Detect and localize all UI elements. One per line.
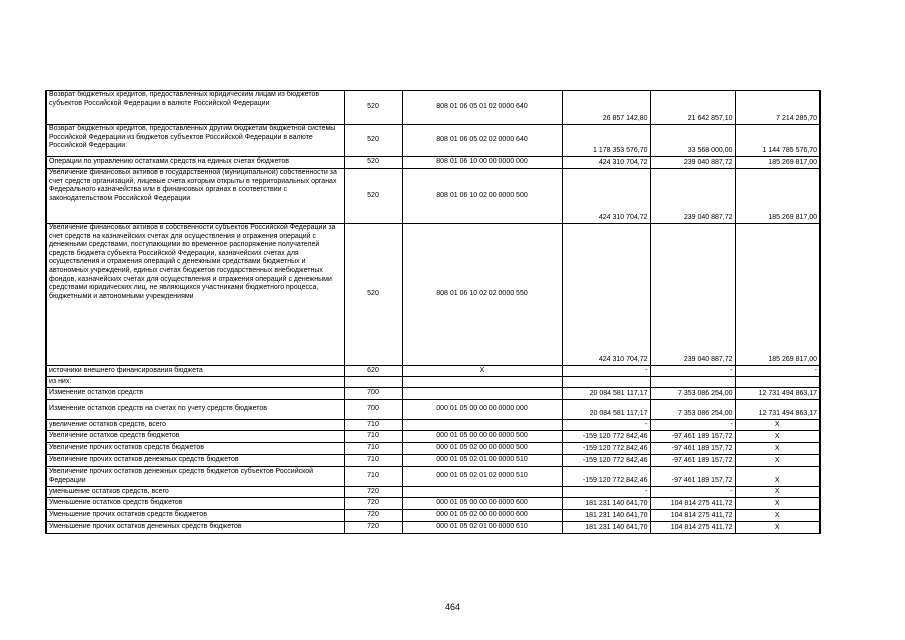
row-approved-cell: 181 231 140 641,70 [562,510,650,522]
row-name-cell: Уменьшение прочих остатков денежных средств бюджетов [46,522,344,534]
row-code-cell [344,377,402,388]
row-executed-cell: 7 353 086 254,00 [650,388,735,400]
row-approved-cell: 424 310 704,72 [562,157,650,169]
row-unexecuted-cell: - [735,366,820,377]
row-approved-cell: 20 084 581 117,17 [562,388,650,400]
row-executed-cell: - [650,487,735,498]
row-name-cell: Увеличение финансовых активов в собственности субъектов Российской Федерации за счет средств на казначейских счетах для осуществления и отражения операций с денежными средствами, поступающими во временное распоряжение получателей средств бюджета субъекта Российской Федерации, казначейских счетах для осуществления и отражения операций с денежными средствами бюджетных и автономных учреждений, единых счетах бюджетов государственных внебюджетных фондов, казначейских счетах для осуществления и отражения операций с денежными средствами юридических лиц, не являющихся участниками бюджетного процесса, бюджетными и автономными учреждениями [46,224,344,366]
table-row [46,366,820,377]
table-row [46,522,820,534]
row-name-cell: из них: [46,377,344,388]
row-kbk-cell: 000 01 05 02 00 00 0000 600 [402,510,562,522]
row-kbk-cell: 808 01 06 05 02 02 0000 640 [402,125,562,157]
row-kbk-cell [402,420,562,431]
row-kbk-cell [402,377,562,388]
row-executed-cell: -97 461 189 157,72 [650,467,735,487]
row-name-cell: Изменение остатков средств на счетах по учету средств бюджетов [46,400,344,420]
row-name-cell: Уменьшение прочих остатков средств бюджетов [46,510,344,522]
row-executed-cell: -97 461 189 157,72 [650,431,735,443]
row-name-cell: уменьшение остатков средств, всего [46,487,344,498]
row-code-cell: 710 [344,443,402,455]
row-kbk-cell: 808 01 06 05 01 02 0000 640 [402,91,562,125]
row-kbk-cell: 000 01 05 02 01 02 0000 510 [402,467,562,487]
table-row [46,443,820,455]
row-kbk-cell: 000 01 05 00 00 00 0000 500 [402,431,562,443]
row-code-cell: 520 [344,169,402,224]
table-row [46,125,820,157]
row-kbk-cell: X [402,366,562,377]
row-unexecuted-cell: X [735,420,820,431]
row-executed-cell [650,377,735,388]
row-unexecuted-cell: X [735,467,820,487]
row-code-cell: 710 [344,431,402,443]
row-kbk-cell: 000 01 05 02 01 00 0000 510 [402,455,562,467]
row-name-cell: Увеличение остатков средств бюджетов [46,431,344,443]
row-name-cell: Увеличение прочих остатков денежных средств бюджетов [46,455,344,467]
row-executed-cell: 21 642 857,10 [650,91,735,125]
row-code-cell: 720 [344,522,402,534]
row-approved-cell: - [562,420,650,431]
row-approved-cell: 181 231 140 641,70 [562,522,650,534]
row-code-cell: 720 [344,487,402,498]
row-unexecuted-cell: 7 214 285,70 [735,91,820,125]
row-code-cell: 710 [344,467,402,487]
table-row [46,431,820,443]
row-code-cell: 710 [344,455,402,467]
row-unexecuted-cell: X [735,510,820,522]
row-executed-cell: 104 814 275 411,72 [650,510,735,522]
row-name-cell: Увеличение прочих остатков средств бюджетов [46,443,344,455]
row-code-cell: 700 [344,388,402,400]
row-name-cell: Возврат бюджетных кредитов, предоставленных юридическим лицам из бюджетов субъектов Российской Федерации в валюте Российской Федерации [46,91,344,125]
row-unexecuted-cell: 12 731 494 863,17 [735,388,820,400]
page-number: 464 [444,602,461,612]
row-executed-cell: 239 040 887,72 [650,224,735,366]
row-kbk-cell: 000 01 05 02 00 00 0000 500 [402,443,562,455]
table-row [46,498,820,510]
row-unexecuted-cell: 185 269 817,00 [735,224,820,366]
row-unexecuted-cell: X [735,498,820,510]
row-executed-cell: 104 814 275 411,72 [650,498,735,510]
row-kbk-cell: 808 01 06 10 02 02 0000 550 [402,224,562,366]
table-row [46,400,820,420]
row-approved-cell: -159 120 772 842,46 [562,455,650,467]
row-executed-cell: 239 040 887,72 [650,157,735,169]
row-kbk-cell: 808 01 06 10 00 00 0000 000 [402,157,562,169]
row-name-cell: увеличение остатков средств, всего [46,420,344,431]
table-row [46,467,820,487]
row-kbk-cell: 000 01 05 00 00 00 0000 600 [402,498,562,510]
row-unexecuted-cell: 185 269 817,00 [735,169,820,224]
row-executed-cell: -97 461 189 157,72 [650,455,735,467]
row-approved-cell: 181 231 140 641,70 [562,498,650,510]
row-name-cell: Уменьшение остатков средств бюджетов [46,498,344,510]
row-approved-cell [562,377,650,388]
row-unexecuted-cell: X [735,431,820,443]
row-name-cell: Операции по управлению остатками средств на единых счетах бюджетов [46,157,344,169]
row-name-cell: Увеличение прочих остатков денежных средств бюджетов субъектов Российской Федерации [46,467,344,487]
row-unexecuted-cell: X [735,487,820,498]
table-body [46,91,820,534]
row-approved-cell: -159 120 772 842,46 [562,431,650,443]
table-row [46,388,820,400]
row-executed-cell: - [650,420,735,431]
row-code-cell: 710 [344,420,402,431]
row-approved-cell: - [562,487,650,498]
row-code-cell: 520 [344,125,402,157]
row-executed-cell: 239 040 887,72 [650,169,735,224]
table-row [46,224,820,366]
row-executed-cell: 33 568 000,00 [650,125,735,157]
row-approved-cell: 424 310 704,72 [562,169,650,224]
table-row [46,91,820,125]
row-approved-cell: 20 084 581 117,17 [562,400,650,420]
row-name-cell: Возврат бюджетных кредитов, предоставленных другим бюджетам бюджетной системы Российской Федерации из бюджетов субъектов Российской Федерации в валюте Российской Федерации [46,125,344,157]
row-kbk-cell: 808 01 06 10 02 00 0000 500 [402,169,562,224]
row-name-cell: источники внешнего финансирования бюджета [46,366,344,377]
row-executed-cell: 7 353 086 254,00 [650,400,735,420]
row-code-cell: 720 [344,498,402,510]
row-approved-cell: 1 178 353 576,70 [562,125,650,157]
row-code-cell: 700 [344,400,402,420]
row-unexecuted-cell: X [735,455,820,467]
table-row [46,169,820,224]
financing-sources-table [45,90,821,534]
table-row [46,377,820,388]
row-approved-cell: 26 857 142,80 [562,91,650,125]
table-row [46,157,820,169]
row-kbk-cell [402,388,562,400]
row-name-cell: Увеличение финансовых активов в государственной (муниципальной) собственности за счет средств организаций, лицевые счета которым открыты в территориальных органах Федерального казначейства или в финансовых органах в соответствии с законодательством Российской Федерации [46,169,344,224]
row-approved-cell: 424 310 704,72 [562,224,650,366]
row-code-cell: 520 [344,224,402,366]
row-code-cell: 520 [344,91,402,125]
table-row [46,420,820,431]
row-executed-cell: - [650,366,735,377]
row-executed-cell: 104 814 275 411,72 [650,522,735,534]
row-code-cell: 520 [344,157,402,169]
row-code-cell: 720 [344,510,402,522]
row-approved-cell: - [562,366,650,377]
row-kbk-cell [402,487,562,498]
row-approved-cell: -159 120 772 842,46 [562,467,650,487]
row-unexecuted-cell: X [735,443,820,455]
row-name-cell: Изменение остатков средств [46,388,344,400]
table-row [46,455,820,467]
row-kbk-cell: 000 01 05 00 00 00 0000 000 [402,400,562,420]
row-unexecuted-cell: X [735,522,820,534]
row-approved-cell: -159 120 772 842,46 [562,443,650,455]
table-row [46,487,820,498]
row-kbk-cell: 000 01 05 02 01 00 0000 610 [402,522,562,534]
table-row [46,510,820,522]
row-unexecuted-cell: 1 144 785 576,70 [735,125,820,157]
row-unexecuted-cell: 185 269 817,00 [735,157,820,169]
row-code-cell: 620 [344,366,402,377]
row-unexecuted-cell [735,377,820,388]
row-unexecuted-cell: 12 731 494 863,17 [735,400,820,420]
row-executed-cell: -97 461 189 157,72 [650,443,735,455]
